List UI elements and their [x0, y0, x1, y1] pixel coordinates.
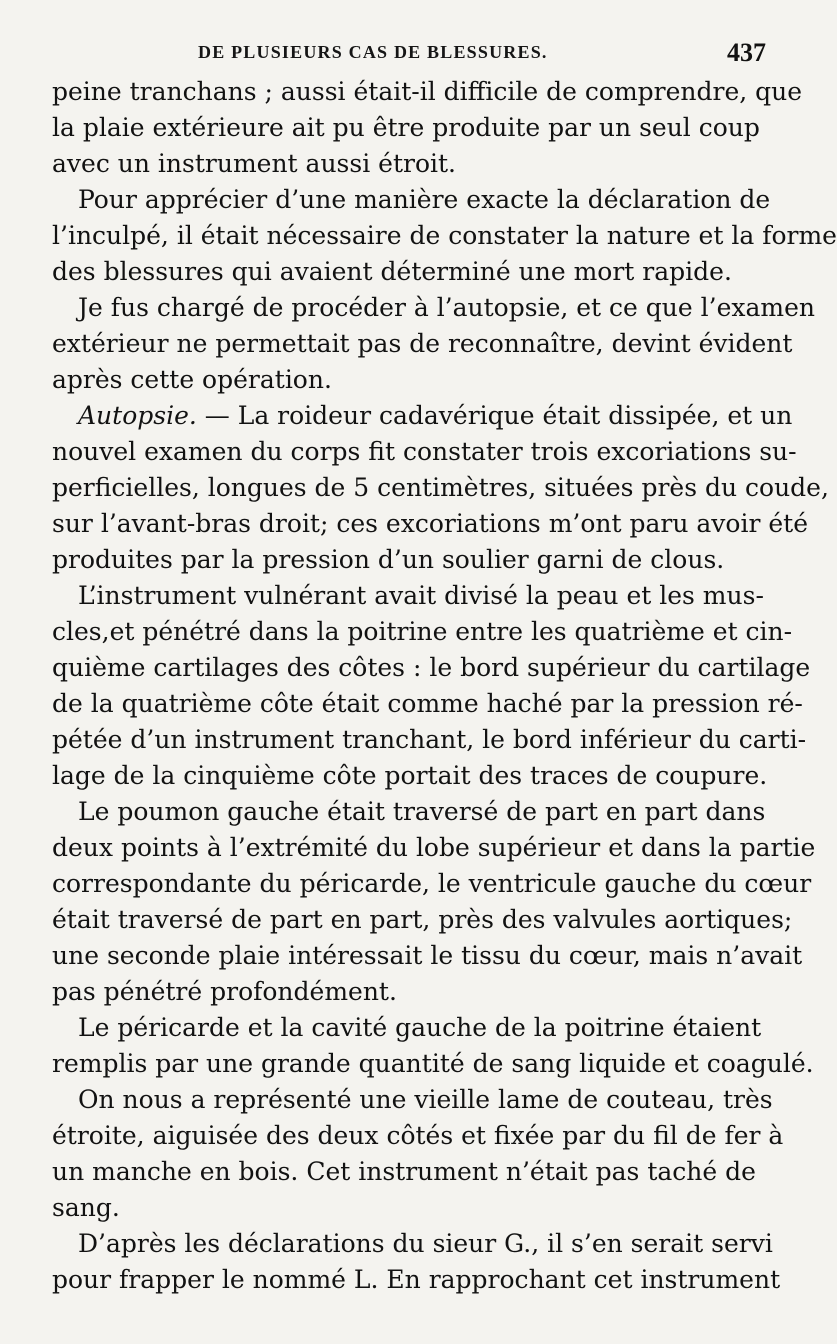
- text-line: cles,et pénétré dans la poitrine entre les quatrième et cin-: [52, 617, 793, 646]
- text-line: remplis par une grande quantité de sang liquide et coagulé.: [52, 1049, 814, 1078]
- text-line: produites par la pression d’un soulier garni de clous.: [52, 545, 725, 574]
- autopsie-line: [52, 398, 793, 434]
- text-line: extérieur ne permettait pas de reconnaître, devint évident: [52, 329, 793, 358]
- text-line: Le péricarde et la cavité gauche de la poitrine étaient: [78, 1013, 762, 1042]
- text-line: après cette opération.: [52, 365, 332, 394]
- text-line: Pour apprécier d’une manière exacte la déclaration de: [78, 185, 771, 214]
- text-line: perficielles, longues de 5 centimètres, situées près du coude,: [52, 473, 829, 502]
- autopsie-rest: — La roideur cadavérique était dissipée, et un: [196, 401, 793, 430]
- text-line: Je fus chargé de procéder à l’autopsie, et ce que l’examen: [78, 293, 815, 322]
- text-line: sur l’avant-bras droit; ces excoriations m’ont paru avoir été: [52, 509, 809, 538]
- text-line: deux points à l’extrémité du lobe supérieur et dans la partie: [52, 833, 816, 862]
- running-title: DE PLUSIEURS CAS DE BLESSURES.: [198, 42, 548, 62]
- autopsie-label: Autopsie.: [78, 401, 197, 430]
- text-line: une seconde plaie intéressait le tissu du cœur, mais n’avait: [52, 941, 803, 970]
- text-line: pas pénétré profondément.: [52, 977, 397, 1006]
- text-line: peine tranchans ; aussi était-il difficile de comprendre, que: [52, 77, 803, 106]
- text-line: L’instrument vulnérant avait divisé la peau et les mus-: [78, 581, 764, 610]
- text-line: lage de la cinquième côte portait des traces de coupure.: [52, 761, 768, 790]
- text-line: pour frapper le nommé L. En rapprochant cet instrument: [52, 1265, 781, 1294]
- text-line: correspondante du péricarde, le ventricule gauche du cœur: [52, 869, 812, 898]
- text-line: était traversé de part en part, près des valvules aortiques;: [52, 905, 793, 934]
- text-line: l’inculpé, il était nécessaire de constater la nature et la forme: [52, 221, 837, 250]
- text-line: nouvel examen du corps fit constater trois excoriations su-: [52, 437, 797, 466]
- text-line: quième cartilages des côtes : le bord supérieur du cartilage: [52, 653, 811, 682]
- page-number: 437: [727, 38, 766, 67]
- text-line: de la quatrième côte était comme haché par la pression ré-: [52, 689, 803, 718]
- text-line: D’après les déclarations du sieur G., il s’en serait servi: [78, 1229, 773, 1258]
- running-head: [0, 38, 800, 78]
- text-line: Le poumon gauche était traversé de part en part dans: [78, 797, 766, 826]
- body-text: [52, 74, 837, 1298]
- text-line: la plaie extérieure ait pu être produite par un seul coup: [52, 113, 760, 142]
- text-line: avec un instrument aussi étroit.: [52, 149, 456, 178]
- text-line: On nous a représenté une vieille lame de couteau, très: [78, 1085, 773, 1114]
- text-line: un manche en bois. Cet instrument n’était pas taché de: [52, 1157, 756, 1186]
- text-line: sang.: [52, 1193, 120, 1222]
- text-line: des blessures qui avaient déterminé une mort rapide.: [52, 257, 732, 286]
- text-line: pétée d’un instrument tranchant, le bord inférieur du carti-: [52, 725, 807, 754]
- text-line: étroite, aiguisée des deux côtés et fixée par du fil de fer à: [52, 1121, 784, 1150]
